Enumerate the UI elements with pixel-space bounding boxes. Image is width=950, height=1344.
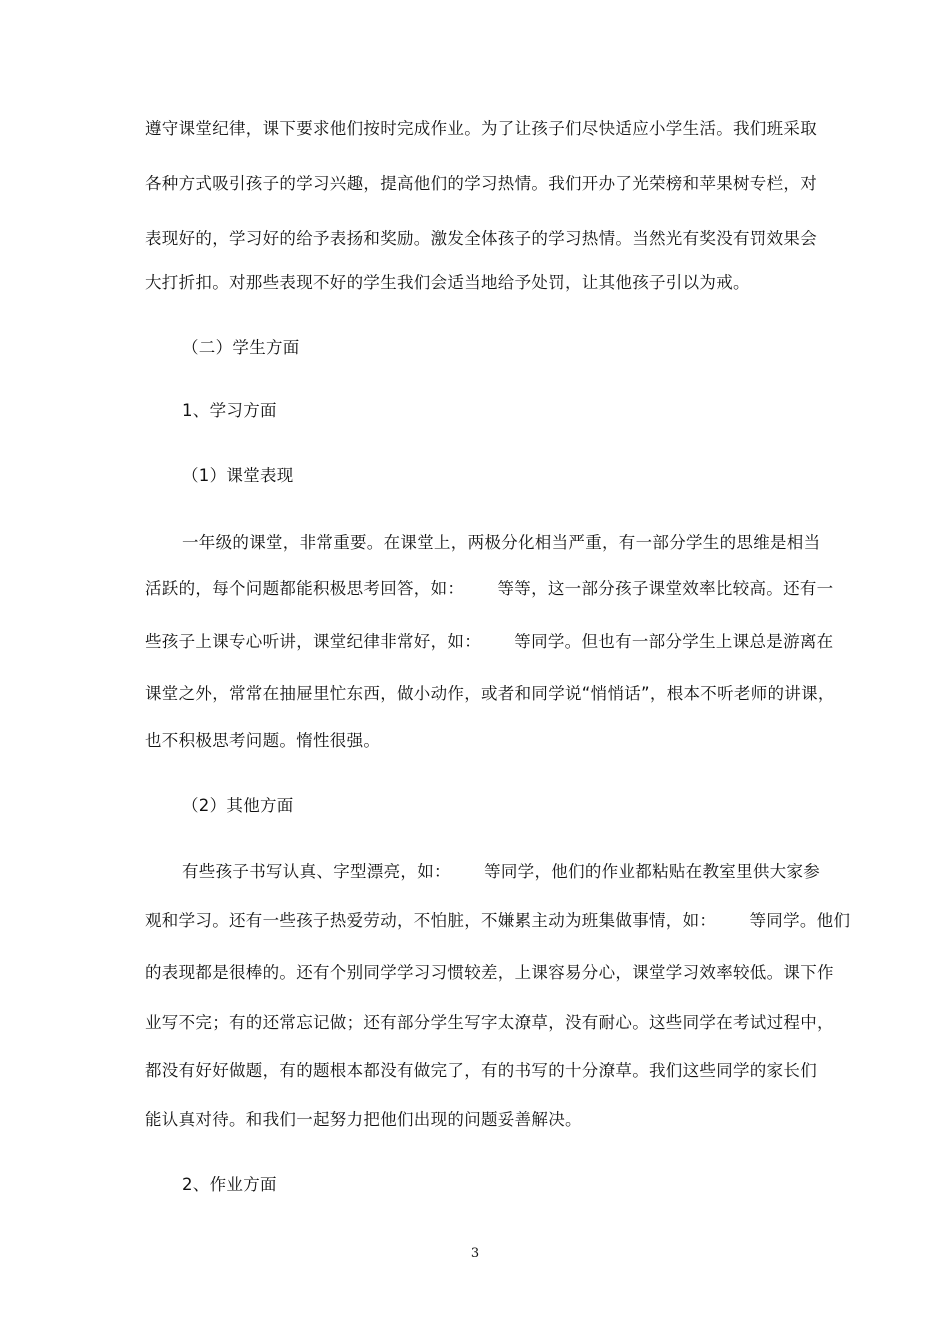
text-line: 遵守课堂纪律，课下要求他们按时完成作业。为了让孩子们尽快适应小学生活。我们班采取 [145, 119, 817, 138]
text-line: 也不积极思考问题。惰性很强。 [145, 731, 381, 750]
text-line: 各种方式吸引孩子的学习兴趣，提高他们的学习热情。我们开办了光荣榜和苹果树专栏，对 [145, 174, 817, 193]
text-line: 观和学习。还有一些孩子热爱劳动，不怕脏，不嫌累主动为班集做事情，如： 等同学。他们 [145, 911, 851, 930]
section-heading-other: （2）其他方面 [182, 796, 294, 815]
text-line: 能认真对待。和我们一起努力把他们出现的问题妥善解决。 [145, 1110, 582, 1129]
text-line: 有些孩子书写认真、字型漂亮，如： 等同学，他们的作业都粘贴在教室里供大家参 [182, 862, 821, 881]
page-number: 3 [470, 1246, 480, 1261]
text-line: 一年级的课堂，非常重要。在课堂上，两极分化相当严重，有一部分学生的思维是相当 [182, 533, 821, 552]
text-line: 业写不完；有的还常忘记做；还有部分学生写字太潦草，没有耐心。这些同学在考试过程中， [145, 1013, 834, 1032]
section-heading-students: （二）学生方面 [182, 338, 300, 357]
text-line: 活跃的，每个问题都能积极思考回答，如： 等等，这一部分孩子课堂效率比较高。还有一 [145, 579, 834, 598]
text-line: 都没有好好做题，有的题根本都没有做完了，有的书写的十分潦草。我们这些同学的家长们 [145, 1061, 817, 1080]
text-line: 大打折扣。对那些表现不好的学生我们会适当地给予处罚，让其他孩子引以为戒。 [145, 273, 750, 292]
section-heading-homework: 2、作业方面 [182, 1175, 277, 1194]
text-line: 些孩子上课专心听讲，课堂纪律非常好，如： 等同学。但也有一部分学生上课总是游离在 [145, 632, 834, 651]
text-line: 表现好的，学习好的给予表扬和奖励。激发全体孩子的学习热情。当然光有奖没有罚效果会 [145, 229, 817, 248]
text-line: 的表现都是很棒的。还有个别同学学习习惯较差，上课容易分心，课堂学习效率较低。课下作 [145, 963, 834, 982]
text-line: 课堂之外，常常在抽屉里忙东西，做小动作，或者和同学说“悄悄话”，根本不听老师的讲课， [145, 684, 835, 703]
section-heading-classroom: （1）课堂表现 [182, 466, 294, 485]
section-heading-learning: 1、学习方面 [182, 401, 277, 420]
